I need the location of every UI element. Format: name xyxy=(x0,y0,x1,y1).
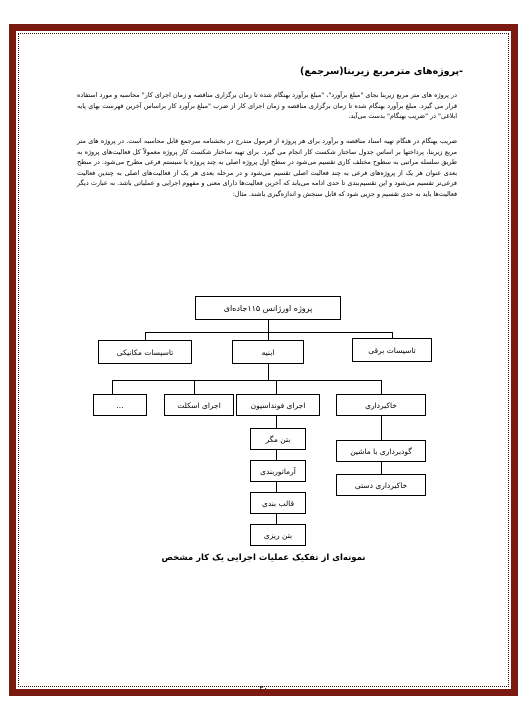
connector xyxy=(112,380,113,394)
connector xyxy=(381,380,382,394)
page-number: ۳۰ xyxy=(259,684,268,693)
wbs-building-box: ابنیه xyxy=(232,340,304,364)
wbs-formwork-box: قالب بندی xyxy=(250,492,306,514)
intro-paragraph: در پروژه های متر مربع زیربنا بجای "مبلغ برآورد"، "مبلغ برآورد بهنگام شده تا زمان برگزاری مناقصه و زمان اجرای کار" محاسبه و مورد استفاده قرار می گیرد. مبلغ برآورد بهنگام شده تا زمان برگزاری مناقصه و زمان اجرای کار از ضرب "مبلغ برآورد کار براساس آخرین فهرست بهای پایه ابلاغی" در "ضریب بهنگام" بدست می‌آید. xyxy=(77,91,457,121)
wbs-concreting-box: بتن ریزی xyxy=(250,524,306,546)
connector xyxy=(268,332,269,340)
wbs-lean-concrete-box: بتن مگر xyxy=(250,428,306,450)
connector xyxy=(145,332,146,340)
wbs-root-box: پروژه اورژانس ۱۱۵جاده‌ای xyxy=(195,296,341,320)
figure-caption: نمونه‌ای از تفکیک عملیات اجرایی یک کار مشخص xyxy=(161,553,366,563)
connector xyxy=(276,380,277,394)
wbs-mechanical-box: تاسیسات مکانیکی xyxy=(98,340,192,364)
wbs-more-box: ... xyxy=(93,394,147,416)
wbs-electrical-box: تاسیسات برقی xyxy=(352,338,432,362)
wbs-rebar-box: آرماتوربندی xyxy=(250,460,306,482)
wbs-manual-excavation-box: خاکبرداری دستی xyxy=(336,474,426,496)
wbs-paragraph: ضریب بهنگام در هنگام تهیه اسناد مناقصه و برآورد برای هر پروژه از فرمول مندرج در بخشنامه سرجمع قابل محاسبه است. در پروژه های متر مربع زیربنا، پرداختها بر اساس جدول ساختار شکست کار انجام می گیرد. برای تهیه ساختار شکست کار پروژه معمولاً کل فعالیت‌های پروژه به طریق سلسله مراتبی به سطوح مختلف کاری تقسیم می‌شود در سطح اول پروژه اصلی به چند پروژه یا سیستم فرعی مطرح می‌شود. در سطح بعدی عنوان هر یک از پروژه‌های فرعی به چند فعالیت اصلی تقسیم می‌شود و در مرحله بعدی هر یک از فعالیت‌های اصلی به چندین فعالیت فرعی‌تر تقسیم می‌شود و این تقسیم‌بندی تا حدی ادامه می‌یابد که آخرین فعالیت‌ها دارای معنی و مفهوم اجرایی و عملیاتی باشد. به عبارت دیگر فعالیت‌ها باید به حدی تقسیم و جزیی شود که قابل سنجش و اندازه‌گیری باشند. مثال: xyxy=(77,137,457,198)
section-heading: -پروژه‌های مترمربع زیربنا(سرجمع) xyxy=(300,66,463,77)
connector xyxy=(194,380,195,394)
wbs-foundation-box: اجرای فونداسیون xyxy=(236,394,320,416)
connector xyxy=(145,332,393,333)
connector xyxy=(268,364,269,380)
wbs-earthworks-box: خاکبرداری xyxy=(336,394,426,416)
wbs-skeleton-box: اجرای اسکلت xyxy=(164,394,234,416)
connector xyxy=(268,320,269,332)
wbs-machine-excavation-box: گودبرداری با ماشین xyxy=(336,440,426,462)
connector xyxy=(112,380,382,381)
